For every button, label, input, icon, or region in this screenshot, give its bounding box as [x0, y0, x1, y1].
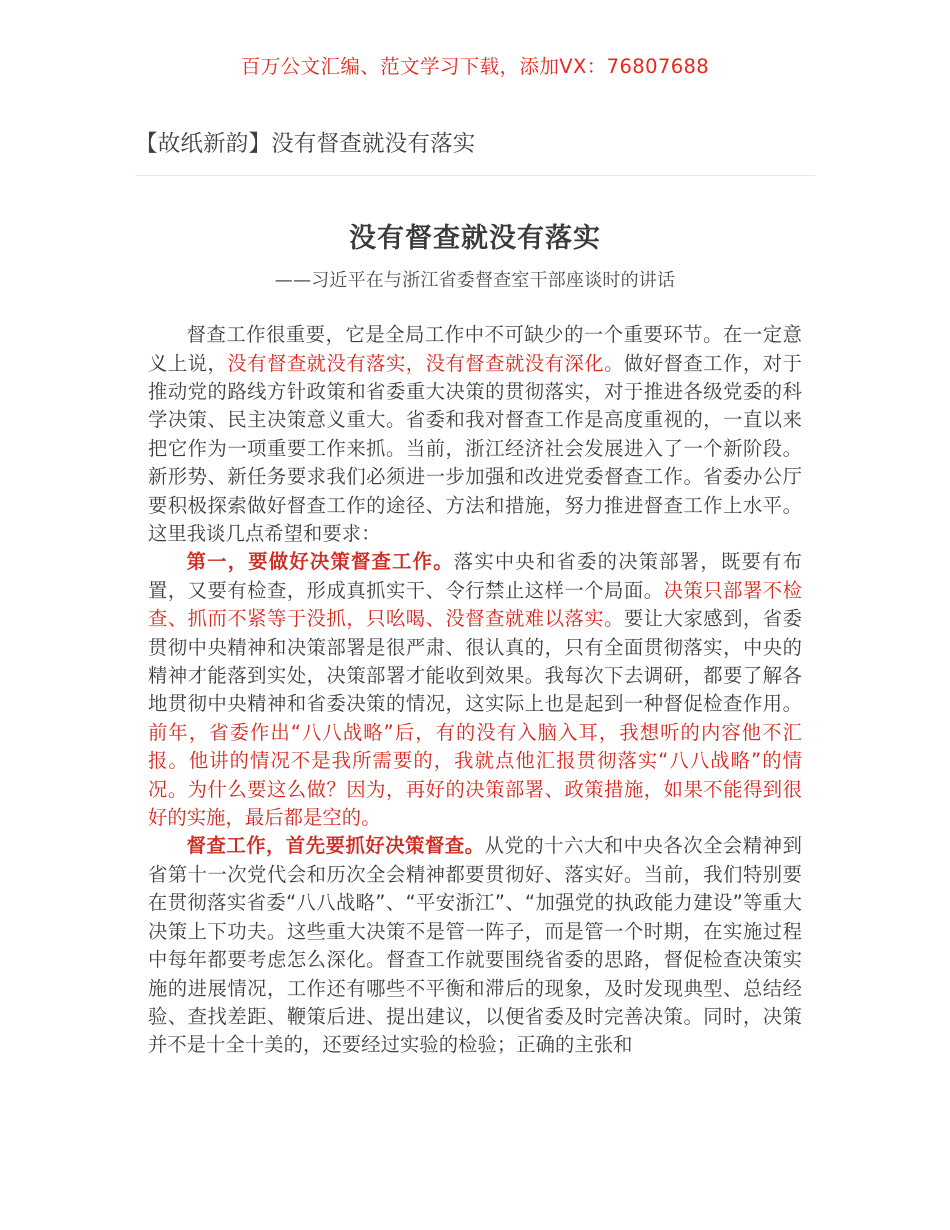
paragraph [148, 548, 802, 832]
emphasis-run: 没有督查就没有落实，没有督查就没有深化。 [227, 351, 624, 375]
promo-text: 百万公文汇编、范文学习下载，添加VX：76807688 [240, 55, 710, 78]
emphasis-run: 决策只部署不检查、抓而不紧等于没抓，只吆喝、没督查就难以落实。 [148, 578, 802, 631]
text-run: 做好督查工作，对于推动党的路线方针政策和省委重大决策的贯彻落实，对于推进各级党委的科学决策、民主决策意义重大。省委和我对督查工作是高度重视的，一直以来把它作为一项重要工作来抓。当前，浙江经济社会发展进入了一个新阶段。新形势、新任务要求我们必须进一步加强和改进党委督查工作。省委办公厅要积极探索做好督查工作的途径、方法和措施，努力推进督查工作上水平。这里我谈几点希望和要求： [148, 351, 803, 545]
text-run: 从党的十六大和中央各次全会精神到省第十一次党代会和历次全会精神都要贯彻好、落实好。当前，我们特别要在贯彻落实省委“八八战略”、“平安浙江”、“加强党的执政能力建设”等重大决策上下功夫。这些重大决策不是管一阵子，而是管一个时期，在实施过程中每年都要考虑怎么深化。督查工作就要围绕省委的思路，督促检查决策实施的进展情况，工作还有哪些不平衡和滞后的现象，及时发现典型、总结经验、查找差距、鞭策后进、提出建议，以便省委及时完善决策。同时，决策并不是十全十美的，还要经过实验的检验；正确的主张和 [148, 834, 802, 1057]
emphasis-run: 前年，省委作出“八八战略”后，有的没有入脑入耳，我想听的内容他不汇报。他讲的情况不是我所需要的，我就点他汇报贯彻落实“八八战略”的情况。为什么要这么做？因为，再好的决策部署、政策措施，如果不能得到很好的实施，最后都是空的。 [148, 720, 802, 830]
page-title: 【故纸新韵】没有督查就没有落实 [135, 130, 476, 157]
emphasis-run: 第一，要做好决策督查工作。 [186, 550, 454, 574]
paragraph-container [148, 293, 802, 1060]
text-run: 落实中央和省委的决策部署，既要有布置，又要有检查，形成真抓实干、令行禁止这样一个局面。 [148, 550, 802, 602]
article-subtitle: ——习近平在与浙江省委督查室干部座谈时的讲话 [274, 269, 676, 291]
text-run: 要让大家感到，省委贯彻中央精神和决策部署是很严肃、很认真的，只有全面贯彻落实，中央的精神才能落到实处，决策部署才能收到效果。我每次下去调研，都要了解各地贯彻中央精神和省委决策的情况，这实际上也是起到一种督促检查作用。 [148, 607, 802, 716]
text-run: 督查工作很重要，它是全局工作中不可缺少的一个重要环节。在一定意义上说， [148, 323, 802, 375]
emphasis-run: 督查工作，首先要抓好决策督查。 [186, 834, 485, 858]
paragraph [148, 832, 802, 1059]
paragraph [148, 321, 802, 548]
document-header [135, 77, 815, 176]
promo-banner [0, 0, 950, 77]
article-body [148, 176, 802, 1060]
article-title: 没有督查就没有落实 [349, 222, 601, 254]
